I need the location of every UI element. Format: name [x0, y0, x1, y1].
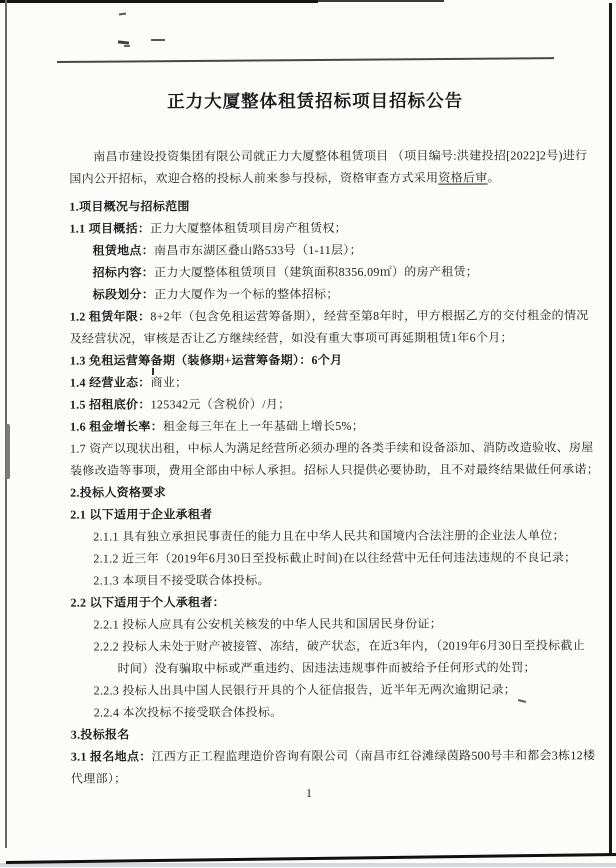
doc-text-segment: 2.1.3 本项目不接受联合体投标。 [93, 573, 270, 588]
doc-line [0, 370, 616, 394]
doc-text-segment: 江西方正工程监理造价咨询有限公司（南昌市红谷滩绿茵路500号丰和都会3栋12楼 [151, 748, 596, 764]
doc-text-segment: 2.2.4 本次投标不接受联合体投标。 [93, 705, 283, 720]
doc-text-segment: 装修改造等事项，费用全部由中标人承担。招标人只提供必要协助，且不对最终结果做任何承诺； [70, 462, 600, 478]
doc-text-segment: 8+2年（包含免租运营筹备期），经营至第8年时，甲方根据乙方的交付租金的情况 [150, 308, 589, 324]
doc-line [0, 546, 616, 570]
doc-text-segment: 3.1 报名地点： [70, 749, 152, 764]
doc-line [0, 568, 616, 592]
doc-line [1, 700, 616, 724]
doc-text-segment: 2.2.2 投标人未处于财产被接管、冻结，破产状态，在近3年内，（2019年6月30日至投标截止 [93, 638, 585, 654]
doc-line [1, 722, 616, 746]
doc-text-segment: 。 [487, 170, 500, 185]
doc-line [0, 304, 616, 328]
doc-text-segment: 及经营状况，审核是否让乙方继续经营，如没有重大事项可再延期租赁1年6个月； [69, 330, 513, 346]
doc-text-segment: 正力大厦作为一个标的整体招标； [154, 286, 339, 302]
doc-text-segment: 国内公开招标，欢迎合格的投标人前来参与投标，资格审查方式采用 [69, 170, 439, 186]
doc-text-segment: 125342元（含税价）/月； [150, 397, 291, 412]
doc-text-segment: 1.3 免租运营筹备期（装修期+运营筹备期）：6个月 [69, 352, 343, 368]
doc-text-segment: 1.4 经营业态： [69, 375, 151, 390]
doc-text-segment: 资格后审 [438, 170, 488, 185]
doc-line [0, 436, 616, 460]
doc-line [0, 348, 616, 372]
document-title: 正力大厦整体租赁招标项目招标公告 [167, 90, 464, 112]
doc-line [0, 144, 615, 168]
doc-line [0, 524, 616, 548]
doc-text-segment: 2.2.3 投标人出具中国人民银行开具的个人征信报告，近半年无两次逾期记录； [93, 682, 517, 698]
doc-line [0, 166, 615, 190]
doc-line [0, 612, 616, 636]
doc-line [1, 656, 616, 680]
doc-text-segment: 商业； [150, 375, 188, 390]
doc-text-segment: 招标内容： [92, 265, 155, 280]
document-lines [0, 144, 616, 790]
doc-text-segment: 2.投标人资格要求 [70, 485, 166, 500]
doc-text-segment: 2.2 以下适用于个人承租者： [70, 595, 225, 610]
doc-text-segment: 正力大厦整体租赁项目（建筑面积8356.09㎡）的房产租赁； [154, 264, 479, 280]
doc-text-segment: 1.2 租赁年限： [69, 309, 151, 324]
doc-line [0, 260, 616, 284]
doc-text-segment: 标段划分： [92, 287, 155, 302]
doc-line [0, 458, 616, 482]
doc-line [1, 634, 616, 658]
doc-line [0, 194, 615, 218]
doc-line [0, 326, 616, 350]
doc-text-segment: 时间）没有骗取中标或严重违约、因违法违规事件而被给予任何形式的处罚； [117, 660, 536, 676]
doc-line [0, 238, 616, 262]
doc-text-segment: 租赁地点： [92, 243, 155, 258]
doc-line [1, 744, 616, 768]
doc-text-segment: 2.2.1 投标人应具有公安机关核发的中华人民共和国居民身份证； [93, 616, 443, 632]
doc-text-segment: 南昌市建设投资集团有限公司就正力大厦整体租赁项目 （项目编号:洪建投招[2022]2号)进行 [93, 148, 588, 164]
doc-line [0, 216, 615, 240]
page-number: 1 [305, 785, 312, 801]
doc-text-segment: 2.1 以下适用于企业承租者 [70, 507, 213, 522]
doc-text-segment: 3.投标报名 [70, 727, 130, 742]
doc-line [1, 678, 616, 702]
doc-text-segment: 2.1.2 近三年（2019年6月30日至投标截止时间)在以往经营中无任何违法违规的不良记录； [93, 550, 577, 566]
doc-text-segment: 南昌市东湖区叠山路533号（1-11层）； [154, 242, 362, 258]
doc-line [0, 590, 616, 614]
doc-line [0, 502, 616, 526]
doc-text-segment: 1.1 项目概括： [69, 221, 151, 236]
doc-text-segment: 1.项目概况与招标范围 [69, 199, 190, 214]
doc-text-segment: 代理部）； [70, 771, 127, 786]
doc-line [0, 392, 616, 416]
doc-line [0, 480, 616, 504]
doc-text-segment: 1.6 租金增长率： [69, 419, 164, 434]
doc-text-segment: 正力大厦整体租赁项目房产租赁权； [150, 220, 347, 236]
doc-text-segment: 1.5 招租底价： [69, 397, 151, 412]
doc-line [0, 282, 616, 306]
doc-text-segment: 1.7 资产以现状出租，中标人为满足经营所必须办理的各类手续和设备添加、消防改造验收、房屋 [70, 440, 594, 456]
doc-text-segment: 租金每三年在上一年基础上增长5%； [162, 418, 365, 434]
doc-line [0, 414, 616, 438]
doc-text-segment: 2.1.1 具有独立承担民事责任的能力且在中华人民共和国境内合法注册的企业法人单位； [93, 528, 565, 544]
